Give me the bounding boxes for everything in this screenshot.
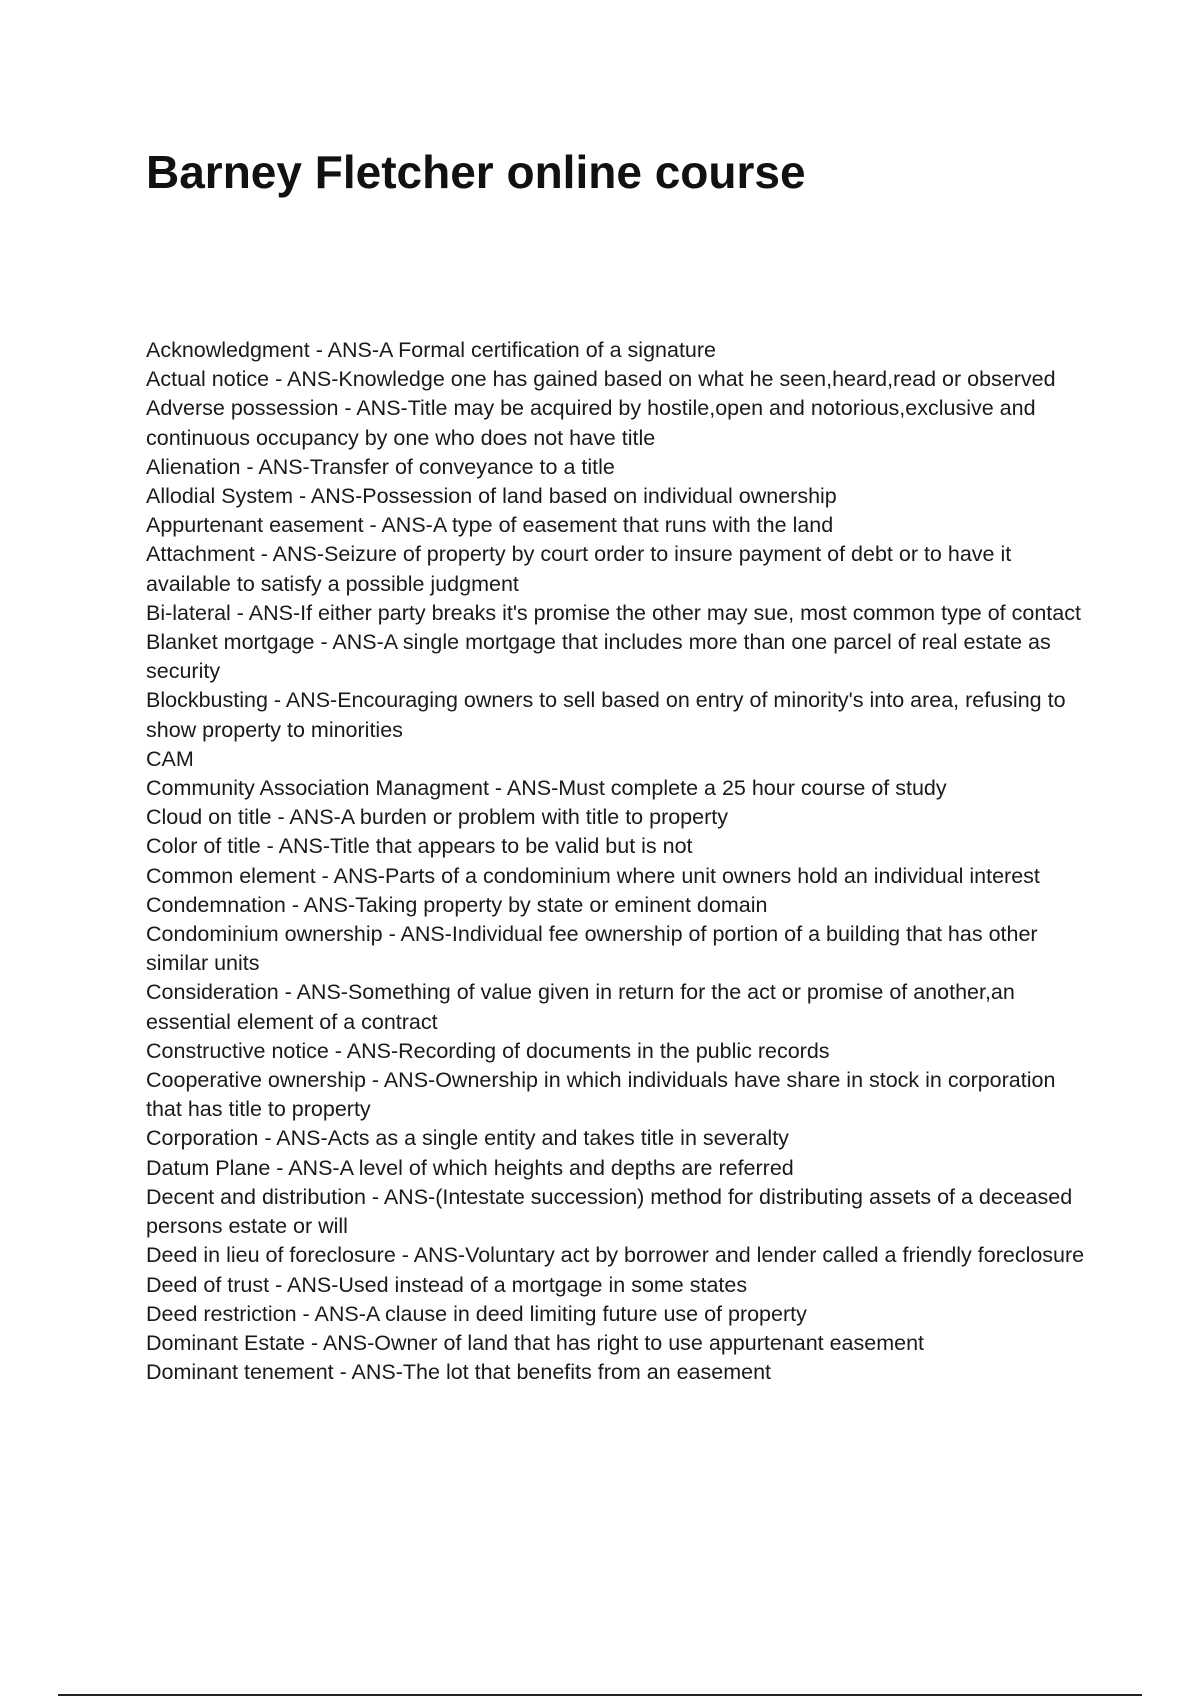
glossary-entry: Appurtenant easement - ANS-A type of easement that runs with the land [146, 513, 834, 538]
glossary-entry: Cooperative ownership - ANS-Ownership in which individuals have share in stock in corporation that has title to property [146, 1068, 1056, 1122]
glossary-entry: Condemnation - ANS-Taking property by state or eminent domain [146, 892, 768, 917]
footer-divider [58, 1694, 1142, 1696]
glossary-entry: Dominant Estate - ANS-Owner of land that has right to use appurtenant easement [146, 1330, 925, 1355]
glossary-entry: Corporation - ANS-Acts as a single entity and takes title in severalty [146, 1126, 789, 1151]
page-title: Barney Fletcher online course [146, 146, 806, 198]
glossary-entry: CAM [146, 746, 194, 771]
glossary-list [146, 336, 1086, 1387]
glossary-entry: Actual notice - ANS-Knowledge one has gained based on what he seen,heard,read or observed [146, 367, 1056, 392]
glossary-entry: Consideration - ANS-Something of value given in return for the act or promise of another,an essential element of a contract [146, 980, 1015, 1034]
glossary-entry: Deed restriction - ANS-A clause in deed limiting future use of property [146, 1301, 807, 1326]
glossary-entry: Blockbusting - ANS-Encouraging owners to sell based on entry of minority's into area, refusing to show property to minorities [146, 688, 1066, 742]
glossary-entry: Cloud on title - ANS-A burden or problem with title to property [146, 805, 728, 830]
glossary-entry: Bi-lateral - ANS-If either party breaks it's promise the other may sue, most common type of contact [146, 600, 1081, 625]
glossary-entry: Condominium ownership - ANS-Individual fee ownership of portion of a building that has other similar units [146, 922, 1038, 976]
glossary-entry: Decent and distribution - ANS-(Intestate succession) method for distributing assets of a deceased persons estate or will [146, 1184, 1073, 1239]
glossary-entry: Dominant tenement - ANS-The lot that benefits from an easement [146, 1360, 772, 1385]
glossary-entry: Deed of trust - ANS-Used instead of a mortgage in some states [146, 1272, 748, 1297]
glossary-entry: Attachment - ANS-Seizure of property by court order to insure payment of debt or to have it available to satisfy a possible judgment [146, 542, 1012, 596]
glossary-entry: Alienation - ANS-Transfer of conveyance to a title [146, 454, 615, 479]
glossary-entry: Allodial System - ANS-Possession of land based on individual ownership [146, 484, 837, 509]
glossary-entry: Constructive notice - ANS-Recording of documents in the public records [146, 1038, 830, 1063]
glossary-entry: Community Association Managment - ANS-Must complete a 25 hour course of study [146, 776, 947, 801]
glossary-entry: Datum Plane - ANS-A level of which heights and depths are referred [146, 1155, 794, 1180]
glossary-entry: Color of title - ANS-Title that appears to be valid but is not [146, 834, 693, 859]
glossary-entry: Adverse possession - ANS-Title may be acquired by hostile,open and notorious,exclusive and continuous occupancy by one who does not have title [146, 396, 1036, 450]
glossary-entry: Acknowledgment - ANS-A Formal certification of a signature [146, 338, 717, 362]
glossary-entry: Deed in lieu of foreclosure - ANS-Voluntary act by borrower and lender called a friendly foreclosure [146, 1243, 1085, 1268]
glossary-entry: Blanket mortgage - ANS-A single mortgage that includes more than one parcel of real estate as security [146, 630, 1051, 684]
glossary-entry: Common element - ANS-Parts of a condominium where unit owners hold an individual interest [146, 863, 1040, 888]
